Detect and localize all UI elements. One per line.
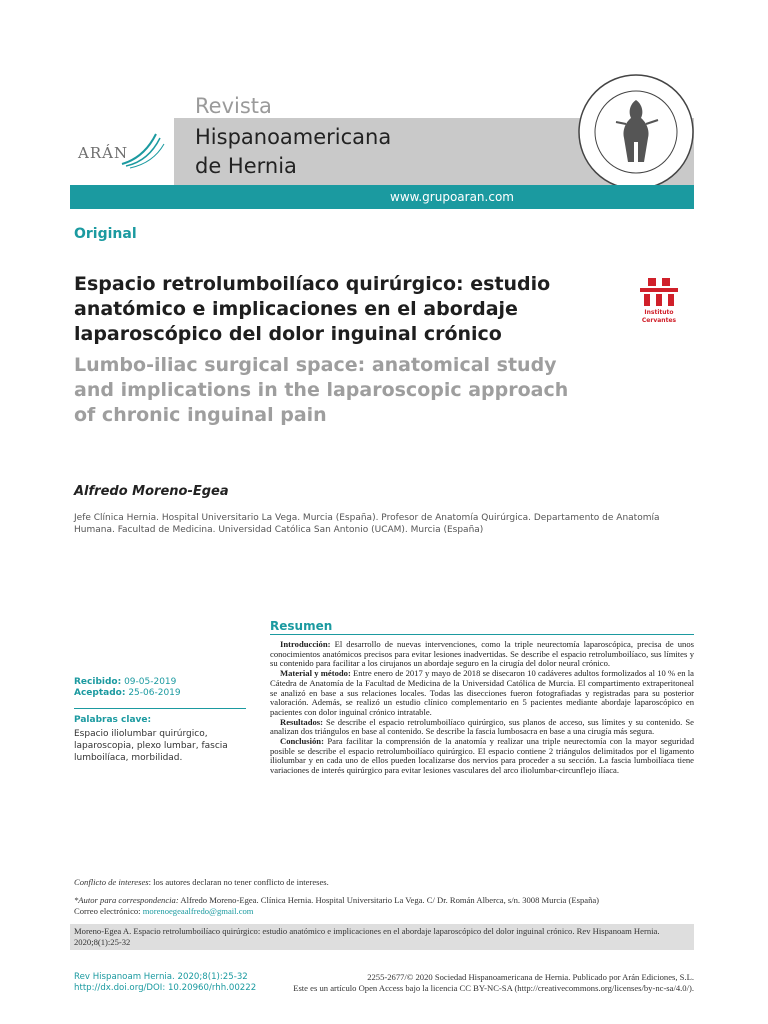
keywords-heading: Palabras clave: xyxy=(74,715,152,725)
abstract-rule xyxy=(270,634,694,635)
keywords-list: Espacio iliolumbar quirúrgico, laparoscopia, plexo lumbar, fascia lumboilíaca, morbilidad. xyxy=(74,729,228,763)
cervantes-line1: Instituto xyxy=(644,309,674,316)
title-english: Lumbo-iliac surgical space: anatomical study and implications in the laparoscopic approach of chronic inguinal pain xyxy=(74,354,569,426)
received-date: Recibido: 09-05-2019 xyxy=(74,677,177,687)
journal-ref: Rev Hispanoam Hernia. 2020;8(1):25-32 xyxy=(74,972,248,982)
society-seal-logo xyxy=(576,72,696,192)
author-name: Alfredo Moreno-Egea xyxy=(74,484,229,499)
footer-copyright xyxy=(270,972,694,993)
correspondence xyxy=(74,895,694,916)
section-label: Original xyxy=(74,226,137,242)
abstract-intro: Introducción: El desarrollo de nuevas intervenciones, como la triple neurectomía laparoscópica, precisa de unos conocimientos anatómicos precisos para evitar lesiones inadvertidas. Se describe el espacio retrolumboilíaco, sus límites y su contenido para facilitar a los cirujanos un abordaje seguro en la cirugía del dolor neural crónico. xyxy=(270,639,694,669)
abstract-method: Material y método: Entre enero de 2017 y mayo de 2018 se disecaron 10 cadáveres adultos formolizados al 10 % en la Cátedra de Anatomía de la Facultad de Medicina de la Universidad Católica de Murcia. El compartimento extraperitoneal se analizó en base a sus relaciones locales. Todas las disecciones fueron fotografiadas y registradas para su posterior valoración. Además, se realizó un estudio clínico complementario en 5 pacientes mediante abordaje laparoscópico en pacientes con dolor inguinal crónico intratable. xyxy=(270,668,694,717)
url-text[interactable]: www.grupoaran.com xyxy=(390,190,514,204)
instituto-cervantes-logo xyxy=(636,276,682,326)
aran-logo xyxy=(78,130,168,174)
accepted-date: Aceptado: 25-06-2019 xyxy=(74,688,181,698)
title-spanish: Espacio retrolumboilíaco quirúrgico: estudio anatómico e implicaciones en el abordaje laparoscópico del dolor inguinal crónico xyxy=(74,273,551,345)
journal-name xyxy=(195,123,391,181)
doi-link[interactable]: http://dx.doi.org/DOI: 10.20960/rhh.00222 xyxy=(74,982,257,993)
aran-wave-icon xyxy=(118,130,168,170)
email-link[interactable]: morenoegeaalfredo@gmail.com xyxy=(142,905,254,916)
copyright-line: 2255-2677/© 2020 Sociedad Hispanoamericana de Hernia. Publicado por Arán Ediciones, S.L. xyxy=(367,972,694,982)
author-affiliation: Jefe Clínica Hernia. Hospital Universitario La Vega. Murcia (España). Profesor de Anatomía Quirúrgica. Departamento de Anatomía Humana. Facultad de Medicina. Universidad Católica San Antonio (UCAM). Murcia (España) xyxy=(74,513,660,535)
correspondence-email: Correo electrónico: morenoegeaalfredo@gmail.com xyxy=(74,905,254,916)
correspondence-address: *Autor para correspondencia: Alfredo Moreno-Egea. Clínica Hernia. Hospital Universitario La Vega. C/ Dr. Román Alberca, s/n. 3008 Murcia (España) xyxy=(74,895,600,905)
abstract-body xyxy=(270,640,694,776)
abstract-results: Resultados: Se describe el espacio retrolumboilíaco quirúrgico, sus planos de acceso, sus límites y su contenido. Se analizan dos triángulos en base al contenido. Se describe la fascia lumbosacra en base a una cirugía más segura. xyxy=(270,716,694,737)
journal-name-line1: Hispanoamericana xyxy=(195,125,392,149)
abstract-conclusion: Conclusión: Para facilitar la comprensión de la anatomía y realizar una triple neurectomía con la mayor seguridad posible se describe el espacio retrolumboilíaco quirúrgico. El espacio contiene 2 triángulos delimitados por el ligamento iliolumbar y en cada uno de ellos pueden localizarse dos nervios para proceder a su sección. La fascia lumboilíaca tiene variaciones de interés quirúrgico para evitar lesiones vasculares del arco iliolumbar-circunflejo ilíaca. xyxy=(270,736,694,776)
citation-box: Moreno-Egea A. Espacio retrolumboilíaco quirúrgico: estudio anatómico e implicaciones en el abordaje laparoscópico del dolor inguinal crónico. Rev Hispanoam Hernia. 2020;8(1):25-32 xyxy=(70,924,694,950)
sidebar-rule xyxy=(74,708,246,709)
license-line[interactable]: Este es un artículo Open Access bajo la licencia CC BY-NC-SA (http://creativecommons.org/licenses/by-nc-sa/4.0/). xyxy=(293,982,694,993)
footer-journal-ref xyxy=(74,972,256,993)
journal-revista: Revista xyxy=(195,94,272,118)
conflict-of-interest: Conflicto de intereses: los autores declaran no tener conflicto de intereses. xyxy=(74,877,329,887)
journal-name-line2: de Hernia xyxy=(195,154,297,178)
article-dates xyxy=(74,677,181,699)
url-bar[interactable] xyxy=(70,185,694,209)
abstract-heading: Resumen xyxy=(270,619,333,633)
aran-logo-text: ARÁN xyxy=(78,144,129,162)
cervantes-line2: Cervantes xyxy=(641,317,677,324)
